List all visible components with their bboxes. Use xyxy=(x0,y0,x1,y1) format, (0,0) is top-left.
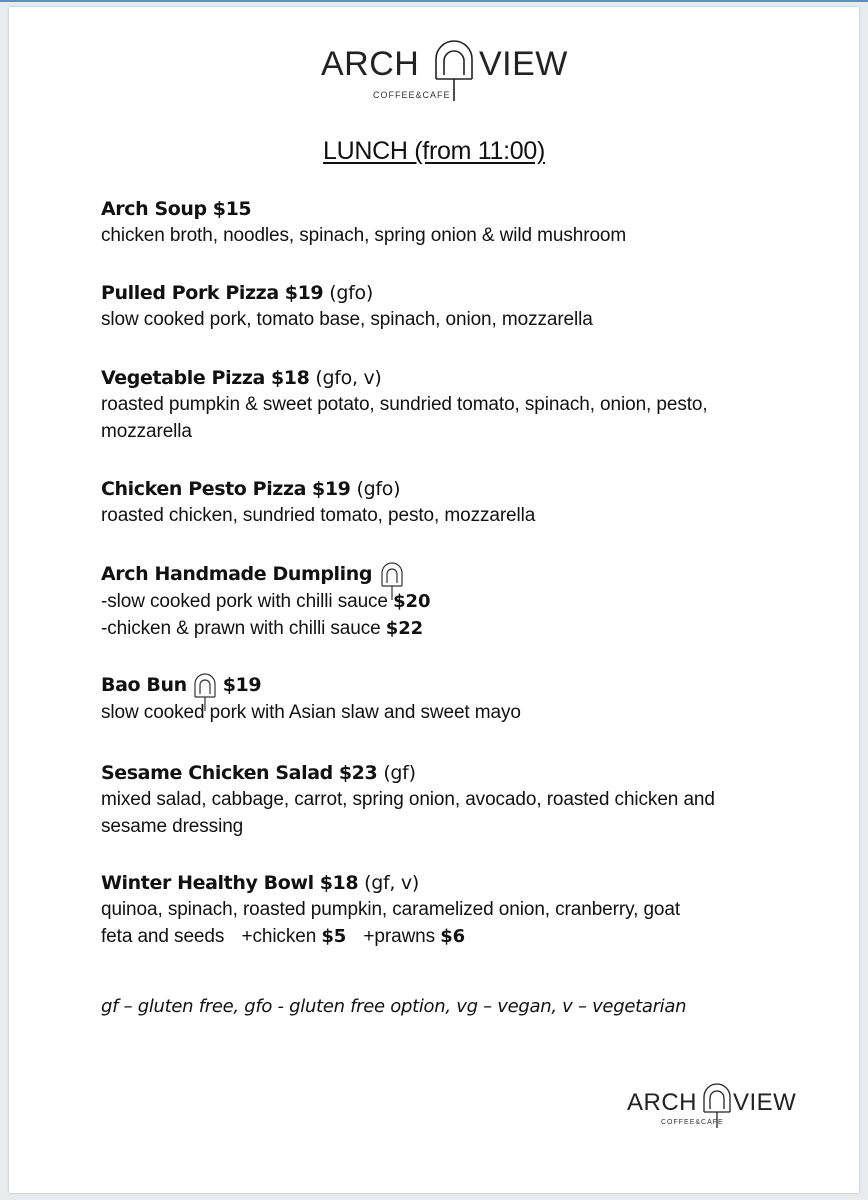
item-price: $18 xyxy=(319,872,359,894)
item-name: Arch Soup xyxy=(101,198,207,220)
window-top-edge xyxy=(0,0,868,2)
list-item xyxy=(101,365,831,445)
addon: +prawns $6 xyxy=(363,926,466,947)
list-item xyxy=(101,560,831,642)
arch-logo-icon xyxy=(193,673,217,713)
item-description: roasted chicken, sundried tomato, pesto, mozzarella xyxy=(101,505,536,526)
list-item xyxy=(101,476,831,529)
list-item xyxy=(101,280,831,333)
list-item xyxy=(101,671,831,726)
header-logo xyxy=(321,45,566,109)
item-price: $15 xyxy=(212,198,252,220)
item-description-addons: feta and seeds +chicken $5 +prawns $6 xyxy=(101,926,466,947)
arch-logo-icon xyxy=(380,562,404,602)
item-description: chicken broth, noodles, spinach, spring onion & wild mushroom xyxy=(101,225,627,246)
item-price: $18 xyxy=(270,367,310,389)
item-name: Winter Healthy Bowl xyxy=(101,872,314,894)
addon: +chicken $5 xyxy=(241,926,347,947)
footer-logo xyxy=(627,1087,797,1133)
item-description: roasted pumpkin & sweet potato, sundried tomato, spinach, onion, pesto, xyxy=(101,394,708,415)
item-name: Chicken Pesto Pizza xyxy=(101,478,307,500)
item-option: -chicken & prawn with chilli sauce $22 xyxy=(101,618,424,639)
item-price: $23 xyxy=(338,762,378,784)
logo-word-right: VIEW xyxy=(479,45,568,83)
list-item xyxy=(101,760,831,840)
dietary-legend: gf – gluten free, gfo - gluten free option, vg – vegan, v – vegetarian xyxy=(101,996,687,1017)
logo-tagline: COFFEE&CAFE xyxy=(373,90,451,100)
dietary-tag: (gfo) xyxy=(356,478,401,500)
item-name: Pulled Pork Pizza xyxy=(101,282,279,304)
item-description: quinoa, spinach, roasted pumpkin, caramelized onion, cranberry, goat xyxy=(101,899,681,920)
logo-word-right: VIEW xyxy=(733,1089,797,1116)
section-title: LUNCH (from 11:00) xyxy=(323,137,545,165)
option-price: $22 xyxy=(385,618,424,639)
item-description: slow cooked pork, tomato base, spinach, onion, mozzarella xyxy=(101,309,593,330)
item-option: -slow cooked pork with chilli sauce $20 xyxy=(101,591,431,612)
item-description: slow cooked pork with Asian slaw and sweet mayo xyxy=(101,702,521,723)
dietary-tag: (gfo, v) xyxy=(315,367,382,389)
item-name: Bao Bun xyxy=(101,674,187,696)
option-price: $20 xyxy=(393,591,431,612)
dietary-tag: (gf, v) xyxy=(364,872,419,894)
dietary-tag: (gfo) xyxy=(329,282,373,304)
item-description: mixed salad, cabbage, carrot, spring onion, avocado, roasted chicken and xyxy=(101,789,715,810)
logo-word-left: ARCH xyxy=(627,1089,698,1116)
item-price: $19 xyxy=(312,478,351,500)
logo-tagline: COFFEE&CAFE xyxy=(661,1119,724,1126)
list-item xyxy=(101,870,831,950)
item-description: sesame dressing xyxy=(101,816,244,837)
menu-page xyxy=(9,7,859,1193)
item-name: Sesame Chicken Salad xyxy=(101,762,333,784)
item-name: Vegetable Pizza xyxy=(101,367,265,389)
list-item xyxy=(101,196,831,249)
logo-word-left: ARCH xyxy=(321,45,420,83)
item-price: $19 xyxy=(284,282,324,304)
dietary-tag: (gf) xyxy=(383,762,416,784)
item-description: mozzarella xyxy=(101,421,192,442)
item-price: $19 xyxy=(222,674,262,696)
item-name: Arch Handmade Dumpling xyxy=(101,563,373,585)
